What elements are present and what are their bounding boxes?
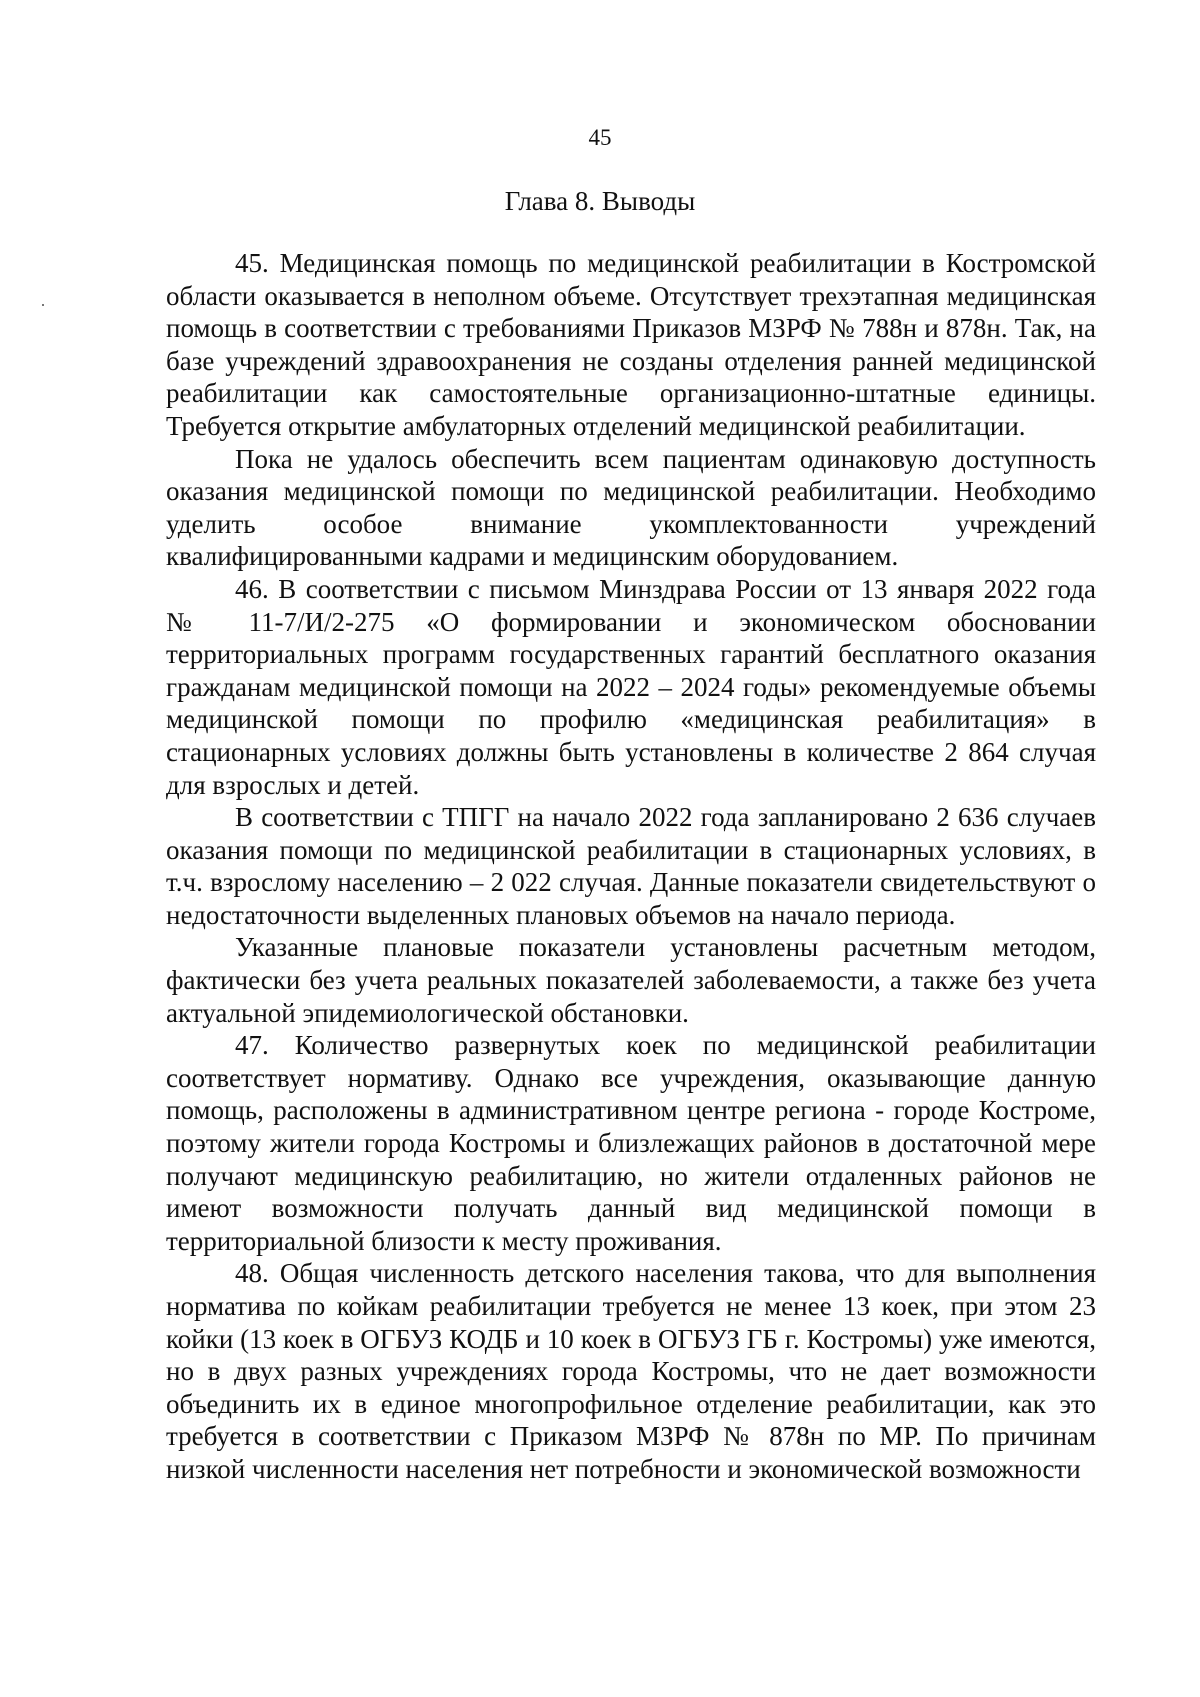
chapter-title: Глава 8. Выводы — [504, 186, 696, 216]
paragraph-planned-indicators: Указанные плановые показатели установлены расчетным методом, фактически без учета реальных показателей заболеваемости, а также без учета актуальной эпидемиологической обстановки. — [166, 932, 1096, 1028]
paragraph-46: 46. В соответствии с письмом Минздрава России от 13 января 2022 года № 11-7/И/2-275 «О формировании и экономическом обосновании территориальных программ государственных гарантий бесплатного оказания гражданам медицинской помощи на 2022 – 2024 годы» рекомендуемые объемы медицинской помощи по профилю «медицинская реабилитация» в стационарных условиях должны быть установлены в количестве 2 864 случая для взрослых и детей. — [166, 573, 1096, 800]
paragraph-45: 45. Медицинская помощь по медицинской реабилитации в Костромской области оказывается в неполном объеме. Отсутствует трехэтапная медицинская помощь в соответствии с требованиями Приказов МЗРФ № 788н и 878н. Так, на базе учреждений здравоохранения не созданы отделения ранней медицинской реабилитации как самостоятельные организационно-штатные единицы. Требуется открытие амбулаторных отделений медицинской реабилитации. — [166, 248, 1096, 441]
paragraph-48: 48. Общая численность детского населения такова, что для выполнения норматива по койкам реабилитации требуется не менее 13 коек, при этом 23 койки (13 коек в ОГБУЗ КОДБ и 10 коек в ОГБУЗ ГБ г. Костромы) уже имеются, но в двух разных учреждениях города Костромы, что не дает возможности объединить их в единое многопрофильное отделение реабилитации, как это требуется в соответствии с Приказом МЗРФ № 878н по МР. По причинам низкой численности населения нет потребности и экономической возможности — [166, 1258, 1096, 1484]
paragraph-accessibility: Пока не удалось обеспечить всем пациентам одинаковую доступность оказания медицинской помощи по медицинской реабилитации. Необходимо уделить особое внимание укомплектованности учреждений квалифицированными кадрами и медицинским оборудованием. — [166, 443, 1096, 572]
page-number: 45 — [588, 125, 612, 150]
paragraph-tpgg: В соответствии с ТПГГ на начало 2022 года запланировано 2 636 случаев оказания помощи по медицинской реабилитации в стационарных условиях, в т.ч. взрослому населению – 2 022 случая. Данные показатели свидетельствуют о недостаточности выделенных плановых объемов на начало периода. — [166, 802, 1096, 930]
paragraph-47: 47. Количество развернутых коек по медицинской реабилитации соответствует нормативу. Однако все учреждения, оказывающие данную помощь, расположены в административном центре региона - городе Костроме, поэтому жители города Костромы и близлежащих районов в достаточной мере получают медицинскую реабилитацию, но жители отдаленных районов не имеют возможности получать данный вид медицинской помощи в территориальной близости к месту проживания. — [166, 1030, 1096, 1256]
document-body — [166, 247, 1096, 1486]
scan-speck — [42, 304, 44, 306]
